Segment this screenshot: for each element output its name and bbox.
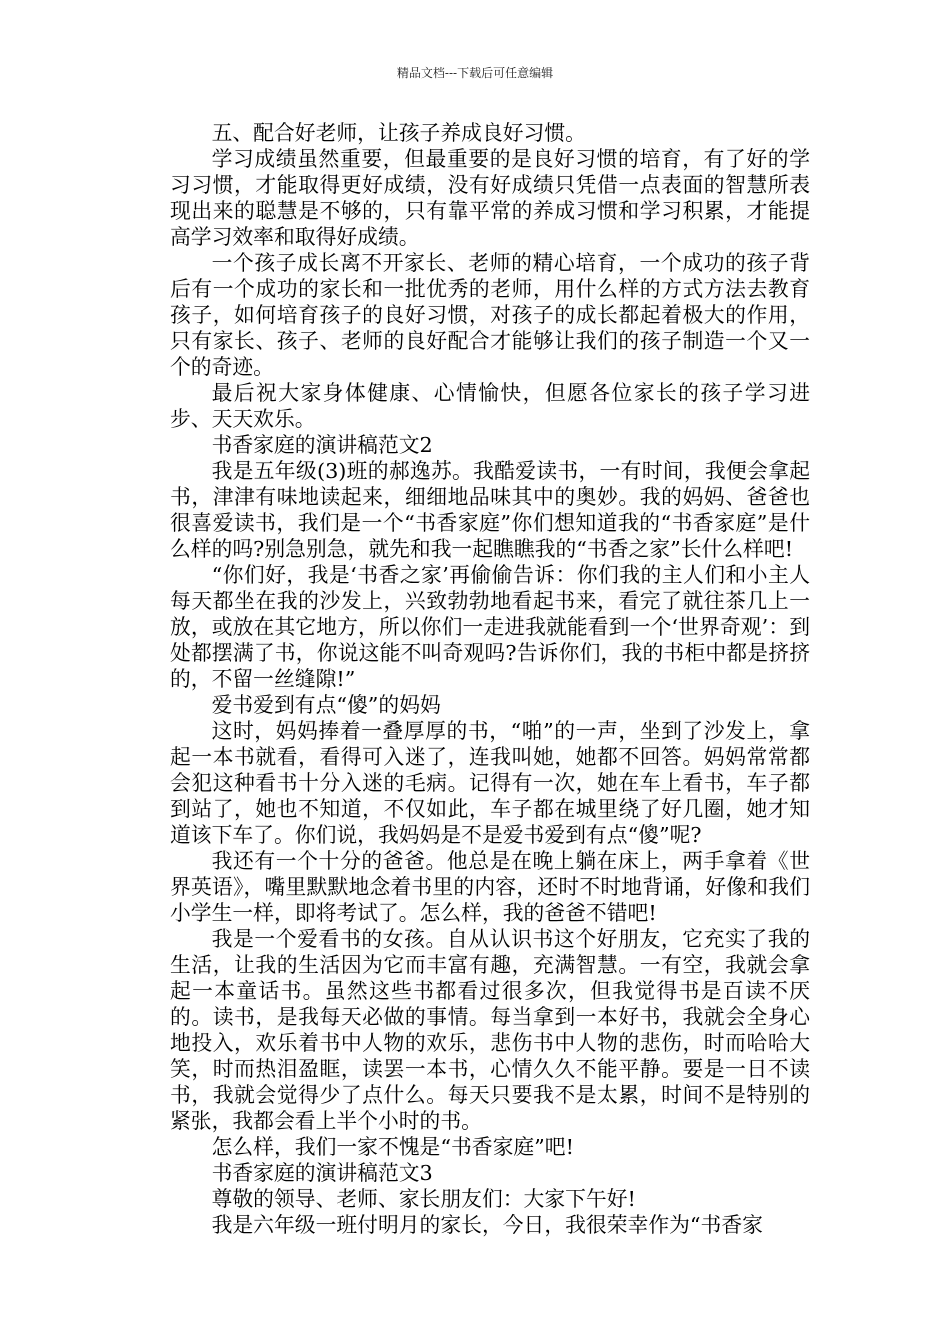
paragraph: 我是五年级(3)班的郝逸苏。我酷爱读书，一有时间，我便会拿起书，津津有味地读起来，细细地品味其中的奥妙。我的妈妈、爸爸也很喜爱读书，我们是一个“书香家庭”你们想知道我的“书香家庭”是什么样的吗?别急别急，就先和我一起瞧瞧我的“书香之家”长什么样吧! [170, 459, 810, 561]
paragraph: 学习成绩虽然重要，但最重要的是良好习惯的培育，有了好的学习习惯，才能取得更好成绩，没有好成绩只凭借一点表面的智慧所表现出来的聪慧是不够的，只有靠平常的养成习惯和学习积累，才能提高学习效率和取得好成绩。 [170, 147, 810, 249]
document-body [170, 120, 810, 1238]
paragraph-section-five-heading: 五、配合好老师，让孩子养成良好习惯。 [211, 121, 586, 145]
paragraph: 尊敬的领导、老师、家长朋友们：大家下午好! [211, 1187, 636, 1211]
paragraph: 最后祝大家身体健康、心情愉快，但愿各位家长的孩子学习进步、天天欢乐。 [170, 381, 810, 431]
paragraph: 怎么样，我们一家不愧是“书香家庭”吧! [211, 1135, 574, 1159]
paragraph: 这时，妈妈捧着一叠厚厚的书，“啪”的一声，坐到了沙发上，拿起一本书就看，看得可入迷了，连我叫她，她都不回答。妈妈常常都会犯这种看书十分入迷的毛病。记得有一次，她在车上看书，车子都到站了，她也不知道，不仅如此，车子都在城里绕了好几圈，她才知道该下车了。你们说，我妈妈是不是爱书爱到有点“傻”呢? [170, 719, 810, 847]
section-heading-3: 书香家庭的演讲稿范文3 [211, 1161, 433, 1185]
sub-heading: 爱书爱到有点“傻”的妈妈 [211, 693, 441, 717]
paragraph: 一个孩子成长离不开家长、老师的精心培育，一个成功的孩子背后有一个成功的家长和一批优秀的老师，用什么样的方式方法去教育孩子，如何培育孩子的良好习惯，对孩子的成长都起着极大的作用，只有家长、孩子、老师的良好配合才能够让我们的孩子制造一个又一个的奇迹。 [170, 251, 810, 379]
paragraph: 我还有一个十分的爸爸。他总是在晚上躺在床上，两手拿着《世界英语》，嘴里默默地念着书里的内容，还时不时地背诵，好像和我们小学生一样，即将考试了。怎么样，我的爸爸不错吧! [170, 849, 810, 925]
paragraph: 我是六年级一班付明月的家长，今日，我很荣幸作为“书香家 [211, 1213, 763, 1237]
paragraph: “你们好，我是‘书香之家’再偷偷告诉：你们我的主人们和小主人每天都坐在我的沙发上，兴致勃勃地看起书来，看完了就往茶几上一放，或放在其它地方，所以你们一走进我就能看到一个‘世界奇观’：到处都摆满了书，你说这能不叫奇观吗?告诉你们，我的书柜中都是挤挤的，不留一丝缝隙!” [170, 563, 810, 691]
section-heading-2: 书香家庭的演讲稿范文2 [211, 433, 433, 457]
page-header: 精品文档---下载后可任意编辑 [396, 66, 554, 80]
paragraph: 我是一个爱看书的女孩。自从认识书这个好朋友，它充实了我的生活，让我的生活因为它而丰富有趣，充满智慧。一有空，我就会拿起一本童话书。虽然这些书都看过很多次，但我觉得书是百读不厌的。读书，是我每天必做的事情。每当拿到一本好书，我就会全身心地投入，欢乐着书中人物的欢乐，悲伤书中人物的悲伤，时而哈哈大笑，时而热泪盈眶，读罢一本书，心情久久不能平静。要是一日不读书，我就会觉得少了点什么。每天只要我不是太累，时间不是特别的紧张，我都会看上半个小时的书。 [170, 927, 810, 1133]
